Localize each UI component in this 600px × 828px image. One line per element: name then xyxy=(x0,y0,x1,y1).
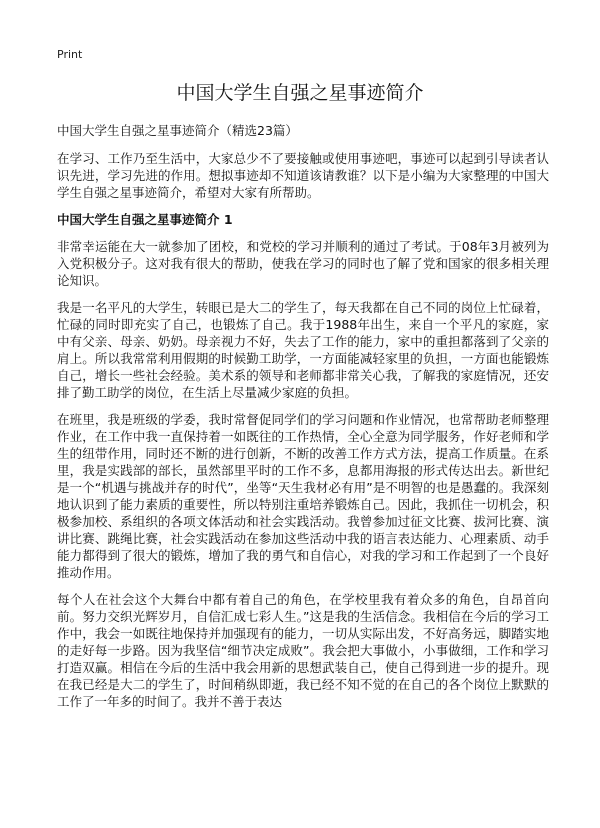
body-paragraph: 我是一名平凡的大学生，转眼已是大二的学生了，每天我都在自己不同的岗位上忙碌着，忙碌的同时即充实了自己，也锻炼了自己。我于1988年出生，来自一个平凡的家庭，家中有父亲、母亲、奶奶。母亲视力不好，失去了工作的能力，家中的重担都落到了父亲的肩上。所以我常常利用假期的时候勤工助学，一方面能减轻家里的负担，一方面也能锻炼自己，增长一些社会经验。美术系的领导和老师都非常关心我，了解我的家庭情况，还安排了勤工助学的岗位，在生活上尽量减少家庭的负担。 xyxy=(57,300,549,400)
document-body xyxy=(57,150,549,720)
body-paragraph: 非常幸运能在大一就参加了团校，和党校的学习并顺利的通过了考试。于08年3月被列为入党积极分子。这对我有很大的帮助，使我在学习的同时也了解了党和国家的很多相关理论知识。 xyxy=(57,239,549,288)
intro-paragraph: 在学习、工作乃至生活中，大家总少不了要接触或使用事迹吧，事迹可以起到引导读者认识先进，学习先进的作用。想拟事迹却不知道该请教谁？以下是小编为大家整理的中国大学生自强之星事迹简介，希望对大家有所帮助。 xyxy=(57,151,549,200)
body-paragraph: 在班里，我是班级的学委，我时常督促同学们的学习问题和作业情况，也常帮助老师整理作业，在工作中我一直保持着一如既往的工作热情，全心全意为同学服务，作好老师和学生的纽带作用，同时还不断的进行创新，不断的改善工作方式方法，提高工作质量。在系里，我是实践部的部长，虽然部里平时的工作不多，息都用海报的形式传达出去。新世纪是一个“机遇与挑战并存的时代”，坐等“天生我材必有用”是不明智的也是愚蠢的。我深刻地认识到了能力素质的重要性，所以特别注重培养锻炼自己。因此，我抓住一切机会，积极参加校、系组织的各项文体活动和社会实践活动。我曾参加过征文比赛、拔河比赛、演讲比赛、跳绳比赛，社会实践活动在参加这些活动中我的语言表达能力、心理素质、动手能力都得到了很大的锻炼，增加了我的勇气和自信心，对我的学习和工作起到了一个良好推动作用。 xyxy=(57,412,549,580)
document-subtitle: 中国大学生自强之星事迹简介（精选23篇） xyxy=(57,123,298,138)
print-link[interactable]: Print xyxy=(57,48,83,61)
page-title: 中国大学生自强之星事迹简介 xyxy=(176,82,424,104)
section-heading: 中国大学生自强之星事迹简介 1 xyxy=(57,212,233,227)
body-paragraph: 每个人在社会这个大舞台中都有着自己的角色，在学校里我有着众多的角色，自昂首向前。努力交织光辉岁月，自信汇成七彩人生。”这是我的生活信念。我相信在今后的学习工作中，我会一如既往地保持并加强现有的能力，一切从实际出发，不好高务远，脚踏实地的走好每一步路。因为我坚信“细节决定成败”。我会把大事做小，小事做细，工作和学习打造双赢。相信在今后的生活中我会用新的思想武装自己，使自己得到进一步的提升。现在我已经是大二的学生了，时间稍纵即逝，我已经不知不觉的在自己的各个岗位上默默的工作了一年多的时间了。我并不善于表达 xyxy=(57,592,549,709)
